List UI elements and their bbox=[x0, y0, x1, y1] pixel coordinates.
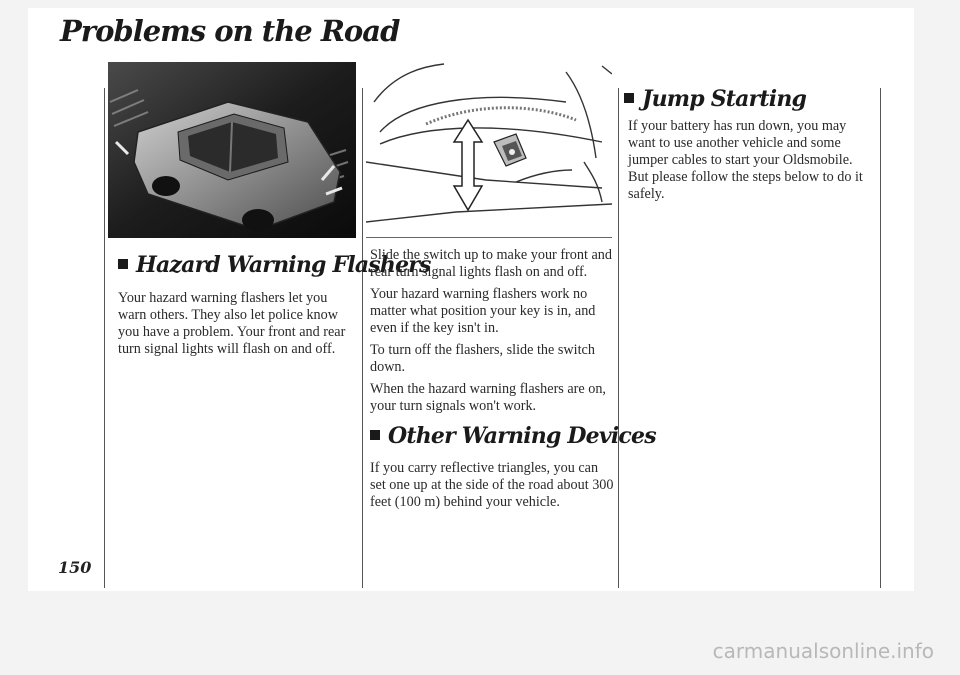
hazard-car-illustration bbox=[108, 62, 356, 238]
car-with-flashers-image bbox=[108, 62, 356, 238]
other-warning-paragraph-1: If you carry reflective triangles, you can set one up at the side of the road about 300 feet (100 m) behind your vehicle. bbox=[370, 460, 614, 510]
other-warning-body bbox=[370, 460, 614, 516]
hazard-switch-illustration bbox=[366, 62, 612, 238]
jump-starting-heading-text: Jump Starting bbox=[642, 86, 807, 112]
bullet-square-icon bbox=[118, 259, 128, 269]
switch-paragraph-1: Slide the switch up to make your front and rear turn signal lights flash on and off. bbox=[370, 247, 612, 280]
page-number: 150 bbox=[58, 558, 92, 577]
other-warning-heading-text: Other Warning Devices bbox=[388, 423, 656, 449]
switch-paragraph-2: Your hazard warning flashers work no matter what position your key is in, and even if the key isn't in. bbox=[370, 286, 596, 336]
column-divider-1 bbox=[362, 88, 363, 588]
steering-column-switch-image bbox=[366, 62, 612, 238]
left-margin-rule bbox=[104, 88, 105, 588]
footer-watermark: carmanualsonline.info bbox=[712, 639, 934, 663]
switch-paragraph-4: When the hazard warning flashers are on, your turn signals won't work. bbox=[370, 381, 606, 414]
hazard-heading-text: Hazard Warning Flashers bbox=[136, 252, 431, 278]
jump-starting-body bbox=[628, 118, 874, 208]
other-warning-heading bbox=[370, 423, 656, 449]
hazard-paragraph-1: Your hazard warning flashers let you warn others. They also let police know you have a problem. Your front and rear turn signal lights will flash on and off. bbox=[118, 290, 346, 357]
jump-starting-paragraph-1: If your battery has run down, you may want to use another vehicle and some jumper cables to start your Oldsmobile. But please follow the steps below to do it safely. bbox=[628, 118, 863, 202]
hazard-body bbox=[118, 290, 354, 363]
bullet-square-icon bbox=[370, 430, 380, 440]
switch-paragraph-3: To turn off the flashers, slide the switch down. bbox=[370, 342, 595, 375]
page-title: Problems on the Road bbox=[60, 14, 400, 48]
column-divider-2 bbox=[618, 88, 619, 588]
switch-body bbox=[370, 247, 614, 420]
right-margin-rule bbox=[880, 88, 881, 588]
jump-starting-heading bbox=[624, 86, 806, 112]
bullet-square-icon bbox=[624, 93, 634, 103]
